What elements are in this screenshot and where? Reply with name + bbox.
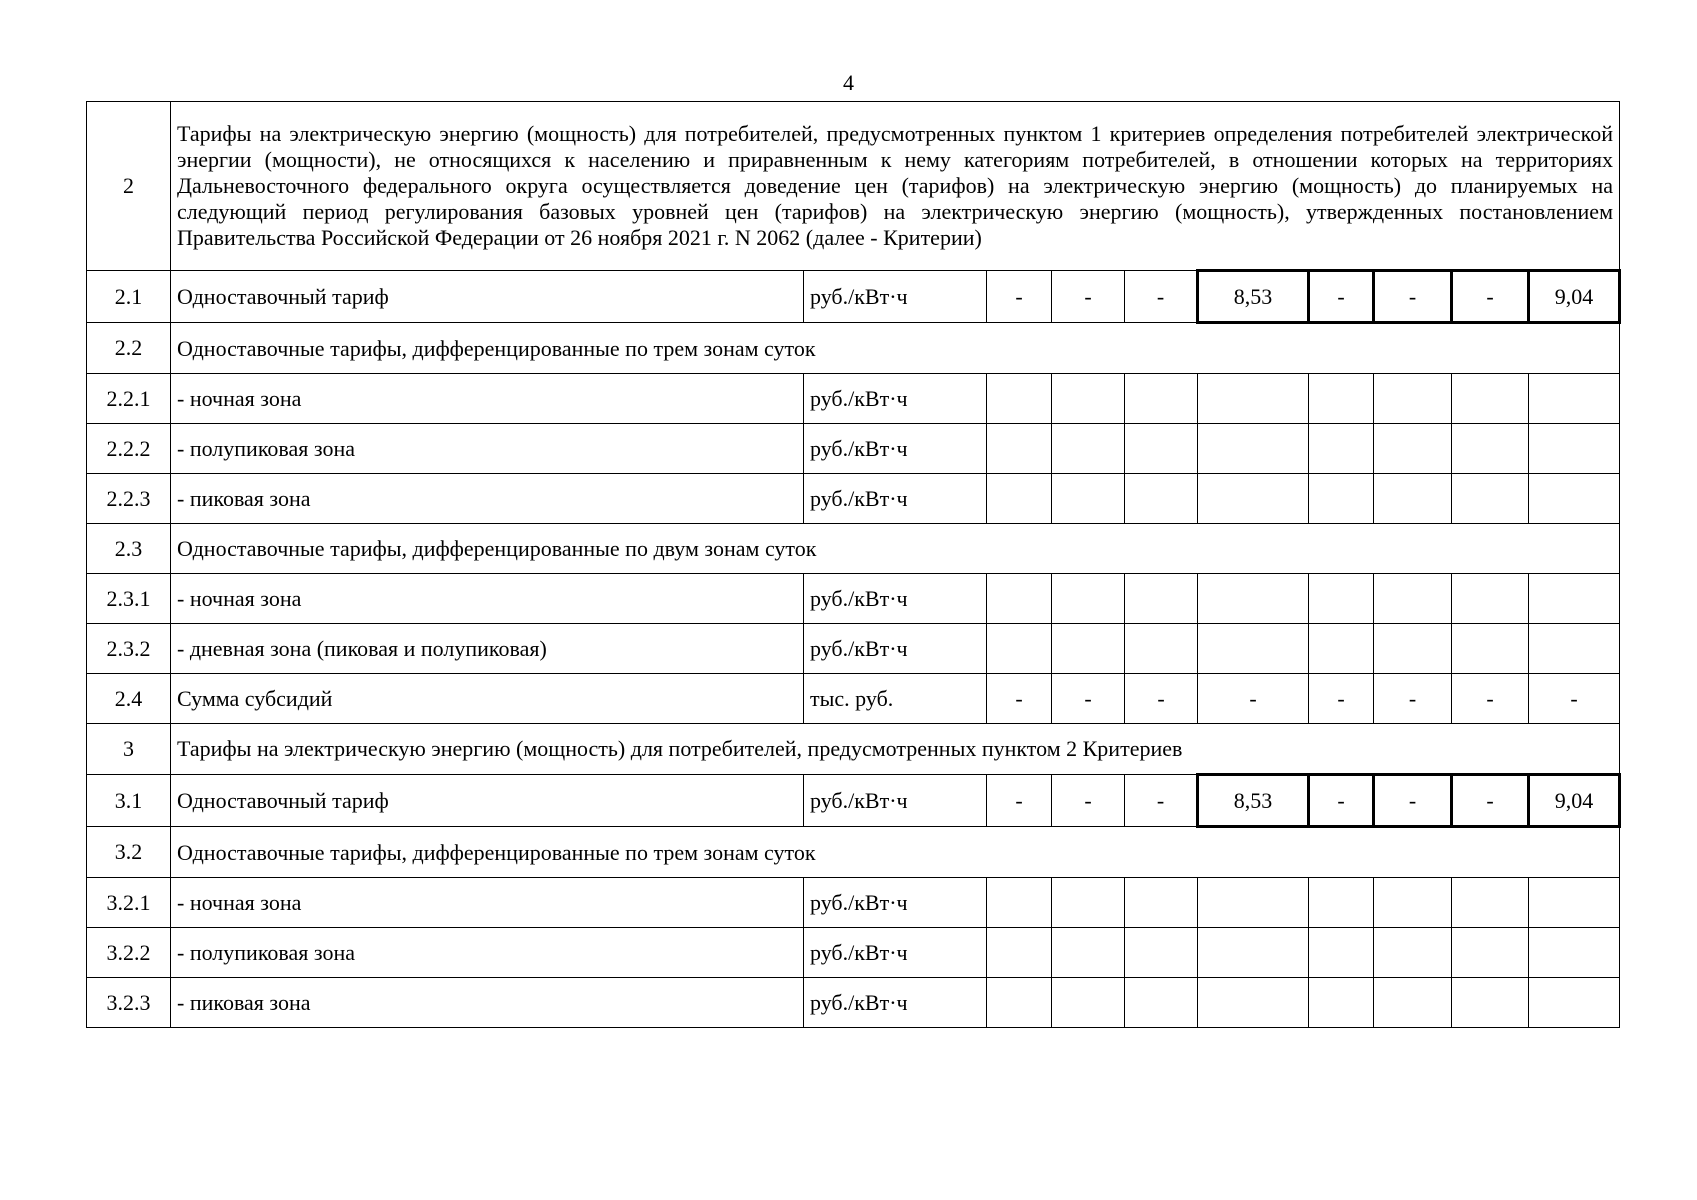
value-cell: -	[987, 775, 1052, 827]
value-cell	[1125, 928, 1198, 978]
tariff-table	[86, 101, 1621, 1028]
value-cell	[1529, 374, 1620, 424]
value-cell	[1529, 424, 1620, 474]
table-row	[87, 624, 1620, 674]
table-row	[87, 424, 1620, 474]
value-cell	[1198, 474, 1309, 524]
value-cell: -	[1374, 775, 1452, 827]
value-cell	[1529, 574, 1620, 624]
value-cell	[987, 878, 1052, 928]
value-cell: 9,04	[1529, 271, 1620, 323]
value-cell: -	[987, 674, 1052, 724]
value-cell	[1452, 474, 1529, 524]
value-cell	[1309, 574, 1374, 624]
table-row	[87, 524, 1620, 574]
value-cell	[1374, 424, 1452, 474]
value-cell	[1125, 574, 1198, 624]
value-cell	[1529, 878, 1620, 928]
value-cell: -	[1125, 271, 1198, 323]
row-number: 3.2.3	[87, 978, 171, 1028]
row-label: - ночная зона	[171, 878, 804, 928]
value-cell	[987, 574, 1052, 624]
section-title: Тарифы на электрическую энергию (мощность) для потребителей, предусмотренных пунктом 1 критериев определения потребителей электрической энергии (мощности), не относящихся к населению и приравненным к нему категориям потребителей, в отношении которых на территориях Дальневосточного федерального округа осуществляется доведение цен (тарифов) на электрическую энергию (мощность) до планируемых на следующий период регулирования базовых уровней цен (тарифов) на электрическую энергию (мощность), утвержденных постановлением Правительства Российской Федерации от 26 ноября 2021 г. N 2062 (далее - Критерии)	[171, 102, 1620, 271]
row-label: Одноставочный тариф	[171, 271, 804, 323]
value-cell	[987, 474, 1052, 524]
value-cell	[1529, 978, 1620, 1028]
row-number: 2.1	[87, 271, 171, 323]
value-cell	[1309, 878, 1374, 928]
section-title: Одноставочные тарифы, дифференцированные по трем зонам суток	[171, 827, 1620, 878]
table-row	[87, 878, 1620, 928]
value-cell	[1125, 978, 1198, 1028]
value-cell	[1198, 928, 1309, 978]
value-cell	[987, 978, 1052, 1028]
value-cell	[987, 374, 1052, 424]
value-cell	[1374, 978, 1452, 1028]
value-cell: -	[1052, 271, 1125, 323]
value-cell: -	[1452, 674, 1529, 724]
value-cell	[1309, 928, 1374, 978]
section-title: Одноставочные тарифы, дифференцированные по трем зонам суток	[171, 323, 1620, 374]
row-unit: руб./кВт·ч	[804, 928, 987, 978]
row-number: 3.2	[87, 827, 171, 878]
value-cell	[1125, 424, 1198, 474]
value-cell: -	[1125, 775, 1198, 827]
value-cell: -	[1374, 271, 1452, 323]
value-cell	[1198, 624, 1309, 674]
value-cell	[1452, 928, 1529, 978]
value-cell	[1374, 374, 1452, 424]
value-cell	[1052, 928, 1125, 978]
value-cell	[1198, 978, 1309, 1028]
row-number: 3.2.1	[87, 878, 171, 928]
value-cell: 9,04	[1529, 775, 1620, 827]
table-row	[87, 928, 1620, 978]
value-cell	[1125, 374, 1198, 424]
value-cell	[1309, 424, 1374, 474]
row-number: 2.4	[87, 674, 171, 724]
table-row	[87, 474, 1620, 524]
row-unit: руб./кВт·ч	[804, 374, 987, 424]
row-label: Сумма субсидий	[171, 674, 804, 724]
row-number: 2.3	[87, 524, 171, 574]
value-cell	[1309, 978, 1374, 1028]
value-cell: -	[1452, 775, 1529, 827]
row-number: 3	[87, 724, 171, 775]
value-cell	[1052, 574, 1125, 624]
value-cell	[1198, 878, 1309, 928]
value-cell: -	[1309, 775, 1374, 827]
value-cell	[1052, 878, 1125, 928]
value-cell	[1374, 624, 1452, 674]
value-cell	[1529, 928, 1620, 978]
value-cell	[1052, 978, 1125, 1028]
value-cell	[1529, 474, 1620, 524]
value-cell	[1198, 574, 1309, 624]
value-cell	[1309, 374, 1374, 424]
row-number: 3.2.2	[87, 928, 171, 978]
row-unit: руб./кВт·ч	[804, 878, 987, 928]
row-number: 2.2.3	[87, 474, 171, 524]
row-label: - ночная зона	[171, 374, 804, 424]
page-number: 4	[843, 70, 854, 95]
table-row	[87, 271, 1620, 323]
value-cell	[987, 424, 1052, 474]
row-unit: руб./кВт·ч	[804, 978, 987, 1028]
value-cell	[1198, 374, 1309, 424]
value-cell: 8,53	[1198, 775, 1309, 827]
table-row	[87, 724, 1620, 775]
row-unit: руб./кВт·ч	[804, 424, 987, 474]
value-cell	[1452, 878, 1529, 928]
row-label: Одноставочный тариф	[171, 775, 804, 827]
value-cell	[1052, 474, 1125, 524]
value-cell	[1309, 474, 1374, 524]
value-cell: -	[987, 271, 1052, 323]
value-cell: -	[1452, 271, 1529, 323]
value-cell	[1052, 424, 1125, 474]
table-row	[87, 102, 1620, 271]
row-unit: руб./кВт·ч	[804, 624, 987, 674]
value-cell: -	[1374, 674, 1452, 724]
row-number: 2.2	[87, 323, 171, 374]
value-cell	[1309, 624, 1374, 674]
section-title: Одноставочные тарифы, дифференцированные по двум зонам суток	[171, 524, 1620, 574]
value-cell: -	[1052, 775, 1125, 827]
row-unit: руб./кВт·ч	[804, 474, 987, 524]
value-cell: -	[1198, 674, 1309, 724]
value-cell	[1052, 374, 1125, 424]
value-cell: -	[1052, 674, 1125, 724]
value-cell	[1374, 928, 1452, 978]
value-cell: -	[1529, 674, 1620, 724]
section-title: Тарифы на электрическую энергию (мощность) для потребителей, предусмотренных пунктом 2 Критериев	[171, 724, 1620, 775]
row-unit: руб./кВт·ч	[804, 271, 987, 323]
row-label: - полупиковая зона	[171, 928, 804, 978]
table-row	[87, 674, 1620, 724]
row-unit: руб./кВт·ч	[804, 574, 987, 624]
row-label: - полупиковая зона	[171, 424, 804, 474]
table-row	[87, 574, 1620, 624]
value-cell	[1452, 424, 1529, 474]
row-number: 2.2.2	[87, 424, 171, 474]
row-number: 2.2.1	[87, 374, 171, 424]
row-number: 2	[87, 102, 171, 271]
value-cell	[1374, 474, 1452, 524]
value-cell	[1374, 574, 1452, 624]
row-label: - пиковая зона	[171, 474, 804, 524]
row-label: - ночная зона	[171, 574, 804, 624]
table-row	[87, 374, 1620, 424]
value-cell	[1198, 424, 1309, 474]
row-number: 2.3.2	[87, 624, 171, 674]
row-unit: тыс. руб.	[804, 674, 987, 724]
value-cell	[1125, 474, 1198, 524]
value-cell: 8,53	[1198, 271, 1309, 323]
value-cell	[1452, 624, 1529, 674]
value-cell: -	[1309, 271, 1374, 323]
value-cell	[987, 624, 1052, 674]
value-cell	[1052, 624, 1125, 674]
value-cell	[1374, 878, 1452, 928]
table-row	[87, 827, 1620, 878]
value-cell	[1452, 374, 1529, 424]
value-cell	[1125, 624, 1198, 674]
value-cell	[987, 928, 1052, 978]
value-cell	[1125, 878, 1198, 928]
row-label: - дневная зона (пиковая и полупиковая)	[171, 624, 804, 674]
value-cell: -	[1125, 674, 1198, 724]
value-cell: -	[1309, 674, 1374, 724]
row-number: 3.1	[87, 775, 171, 827]
row-unit: руб./кВт·ч	[804, 775, 987, 827]
value-cell	[1529, 624, 1620, 674]
row-number: 2.3.1	[87, 574, 171, 624]
table-row	[87, 323, 1620, 374]
table-row	[87, 775, 1620, 827]
value-cell	[1452, 574, 1529, 624]
row-label: - пиковая зона	[171, 978, 804, 1028]
table-row	[87, 978, 1620, 1028]
value-cell	[1452, 978, 1529, 1028]
